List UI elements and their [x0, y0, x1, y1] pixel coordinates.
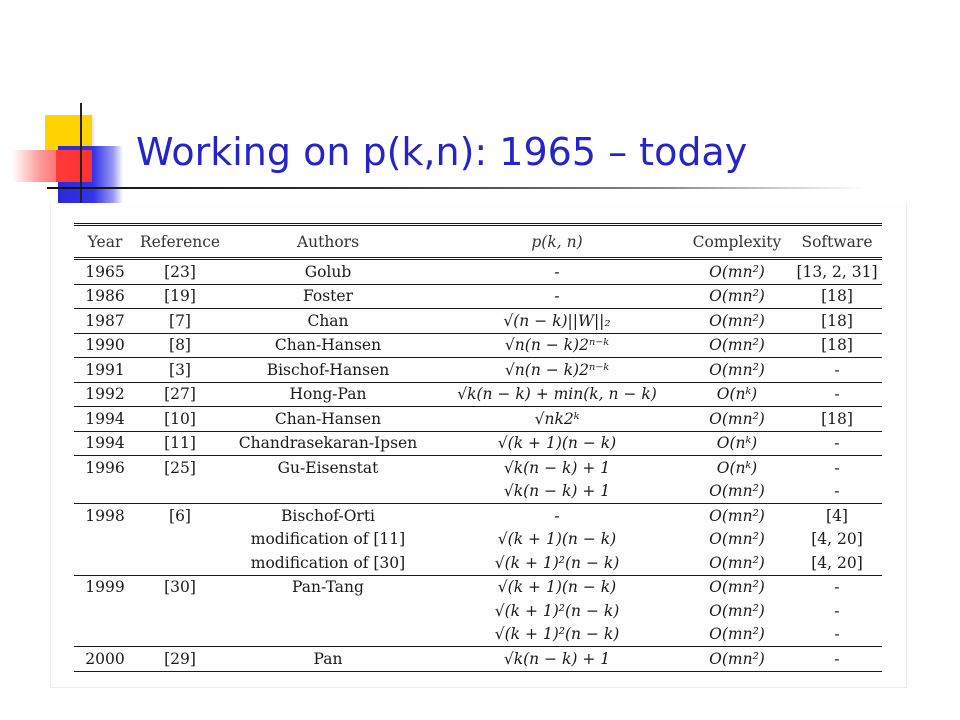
cell-software: [4] [826, 506, 848, 525]
table-row [74, 551, 882, 575]
cell-complexity: O(mn²) [682, 309, 792, 334]
cell-complexity: O(mn²) [709, 578, 765, 597]
cell-reference [136, 623, 224, 647]
cell-authors: Gu-Eisenstat [277, 458, 379, 477]
cell-p: √n(n − k)2ⁿ⁻ᵏ [432, 358, 682, 383]
table-row [74, 456, 882, 480]
cell-reference: [7] [136, 309, 224, 334]
cell-p: √k(n − k) + min(k, n − k) [432, 382, 682, 407]
table-row [74, 528, 882, 552]
cell-authors: modification of [11] [250, 530, 406, 549]
cell-reference [136, 528, 224, 552]
cell-complexity: O(mn²) [682, 284, 792, 309]
logo-red-square [56, 150, 92, 182]
cell-complexity: O(mn²) [709, 530, 765, 549]
cell-complexity: O(nᵏ) [716, 458, 758, 477]
cell-software: - [834, 578, 840, 597]
cell-reference: [23] [136, 259, 224, 285]
cell-reference: [6] [169, 506, 191, 525]
header-year: Year [74, 225, 136, 259]
cell-complexity: O(mn²) [682, 647, 792, 672]
cell-authors [224, 599, 432, 623]
cell-reference: [11] [136, 431, 224, 456]
cell-software: [4, 20] [792, 551, 882, 575]
table-row [74, 407, 882, 432]
cell-authors: Chan-Hansen [224, 407, 432, 432]
cell-authors: Foster [224, 284, 432, 309]
cell-year: 1991 [74, 358, 136, 383]
cell-complexity: O(mn²) [682, 259, 792, 285]
cell-year: 2000 [74, 647, 136, 672]
header-authors: Authors [224, 225, 432, 259]
cell-year: 1996 [85, 458, 125, 477]
table-row [74, 599, 882, 623]
cell-software: - [834, 601, 840, 620]
cell-complexity: O(mn²) [682, 551, 792, 575]
cell-reference [136, 551, 224, 575]
cell-year: 1994 [74, 431, 136, 456]
cell-authors: Bischof-Orti [280, 506, 376, 525]
cell-p: √nk2ᵏ [432, 407, 682, 432]
cell-year [74, 623, 136, 647]
cell-reference [136, 599, 224, 623]
cell-p: - [554, 506, 560, 525]
cell-software: - [792, 647, 882, 672]
cell-year [74, 599, 136, 623]
cell-year [74, 528, 136, 552]
cell-complexity: O(mn²) [682, 358, 792, 383]
cell-complexity: O(mn²) [709, 506, 765, 525]
table-row [74, 623, 882, 647]
cell-p: √k(n − k) + 1 [503, 458, 611, 477]
cell-year [74, 551, 136, 575]
cell-authors: Pan-Tang [292, 578, 364, 597]
cell-year: 1965 [74, 259, 136, 285]
slide-title: Working on p(k,n): 1965 – today [136, 130, 748, 174]
header-p: p(k, n) [432, 225, 682, 259]
table-row [74, 431, 882, 456]
cell-authors: Bischof-Hansen [224, 358, 432, 383]
cell-complexity: O(mn²) [709, 601, 765, 620]
cell-software: - [792, 358, 882, 383]
table-row [74, 284, 882, 309]
table-row [74, 647, 882, 672]
cell-software: - [792, 431, 882, 456]
cell-p: √(k + 1)(n − k) [497, 530, 617, 549]
cell-software: - [792, 480, 882, 504]
cell-year: 1999 [85, 578, 125, 597]
cell-complexity: O(mn²) [682, 333, 792, 358]
cell-software: [13, 2, 31] [792, 259, 882, 285]
cell-p: √(k + 1)²(n − k) [494, 601, 620, 620]
table-row [74, 309, 882, 334]
cell-software: [18] [792, 284, 882, 309]
cell-p: √(n − k)||W||₂ [432, 309, 682, 334]
cell-reference: [29] [136, 647, 224, 672]
header-reference: Reference [136, 225, 224, 259]
table-header-row [74, 225, 882, 259]
table-row [74, 480, 882, 504]
cell-p: √n(n − k)2ⁿ⁻ᵏ [432, 333, 682, 358]
table-row [74, 504, 882, 528]
cell-software: - [792, 382, 882, 407]
cell-complexity: O(mn²) [682, 407, 792, 432]
cell-reference: [30] [164, 578, 196, 597]
cell-authors: Pan [224, 647, 432, 672]
cell-year: 1990 [74, 333, 136, 358]
cell-p: √(k + 1)(n − k) [497, 578, 617, 597]
cell-p: √(k + 1)²(n − k) [432, 623, 682, 647]
cell-reference [136, 480, 224, 504]
cell-software: [4, 20] [811, 530, 863, 549]
cell-year: 1987 [74, 309, 136, 334]
cell-p: - [432, 259, 682, 285]
logo-vertical-line [80, 103, 82, 207]
cell-reference: [10] [136, 407, 224, 432]
table-row [74, 333, 882, 358]
cell-p: √k(n − k) + 1 [432, 480, 682, 504]
cell-authors: modification of [30] [224, 551, 432, 575]
cell-year: 1998 [85, 506, 125, 525]
header-complexity: Complexity [682, 225, 792, 259]
cell-year [74, 480, 136, 504]
cell-authors: Chan [224, 309, 432, 334]
header-software: Software [792, 225, 882, 259]
cell-software: - [792, 623, 882, 647]
results-table [74, 223, 882, 672]
cell-reference: [27] [136, 382, 224, 407]
cell-reference: [25] [164, 458, 196, 477]
cell-p: √(k + 1)²(n − k) [432, 551, 682, 575]
cell-p: √(k + 1)(n − k) [432, 431, 682, 456]
cell-p: √k(n − k) + 1 [432, 647, 682, 672]
table-body [74, 259, 882, 672]
table-row [74, 382, 882, 407]
table-row [74, 575, 882, 599]
cell-reference: [3] [136, 358, 224, 383]
cell-authors: Chan-Hansen [224, 333, 432, 358]
cell-authors [224, 480, 432, 504]
cell-software: [18] [792, 309, 882, 334]
cell-year: 1992 [74, 382, 136, 407]
cell-complexity: O(mn²) [682, 480, 792, 504]
cell-reference: [19] [136, 284, 224, 309]
table-image-frame [50, 203, 907, 688]
cell-reference: [8] [136, 333, 224, 358]
title-underline [47, 187, 867, 189]
table-row [74, 259, 882, 285]
cell-authors: Chandrasekaran-Ipsen [224, 431, 432, 456]
cell-software: [18] [792, 333, 882, 358]
cell-software: [18] [792, 407, 882, 432]
cell-complexity: O(nᵏ) [682, 431, 792, 456]
cell-complexity: O(mn²) [682, 623, 792, 647]
cell-authors [224, 623, 432, 647]
cell-authors: Golub [224, 259, 432, 285]
cell-p: - [432, 284, 682, 309]
table-row [74, 358, 882, 383]
cell-year: 1994 [74, 407, 136, 432]
cell-authors: Hong-Pan [224, 382, 432, 407]
cell-software: - [834, 458, 840, 477]
cell-year: 1986 [74, 284, 136, 309]
cell-complexity: O(nᵏ) [682, 382, 792, 407]
